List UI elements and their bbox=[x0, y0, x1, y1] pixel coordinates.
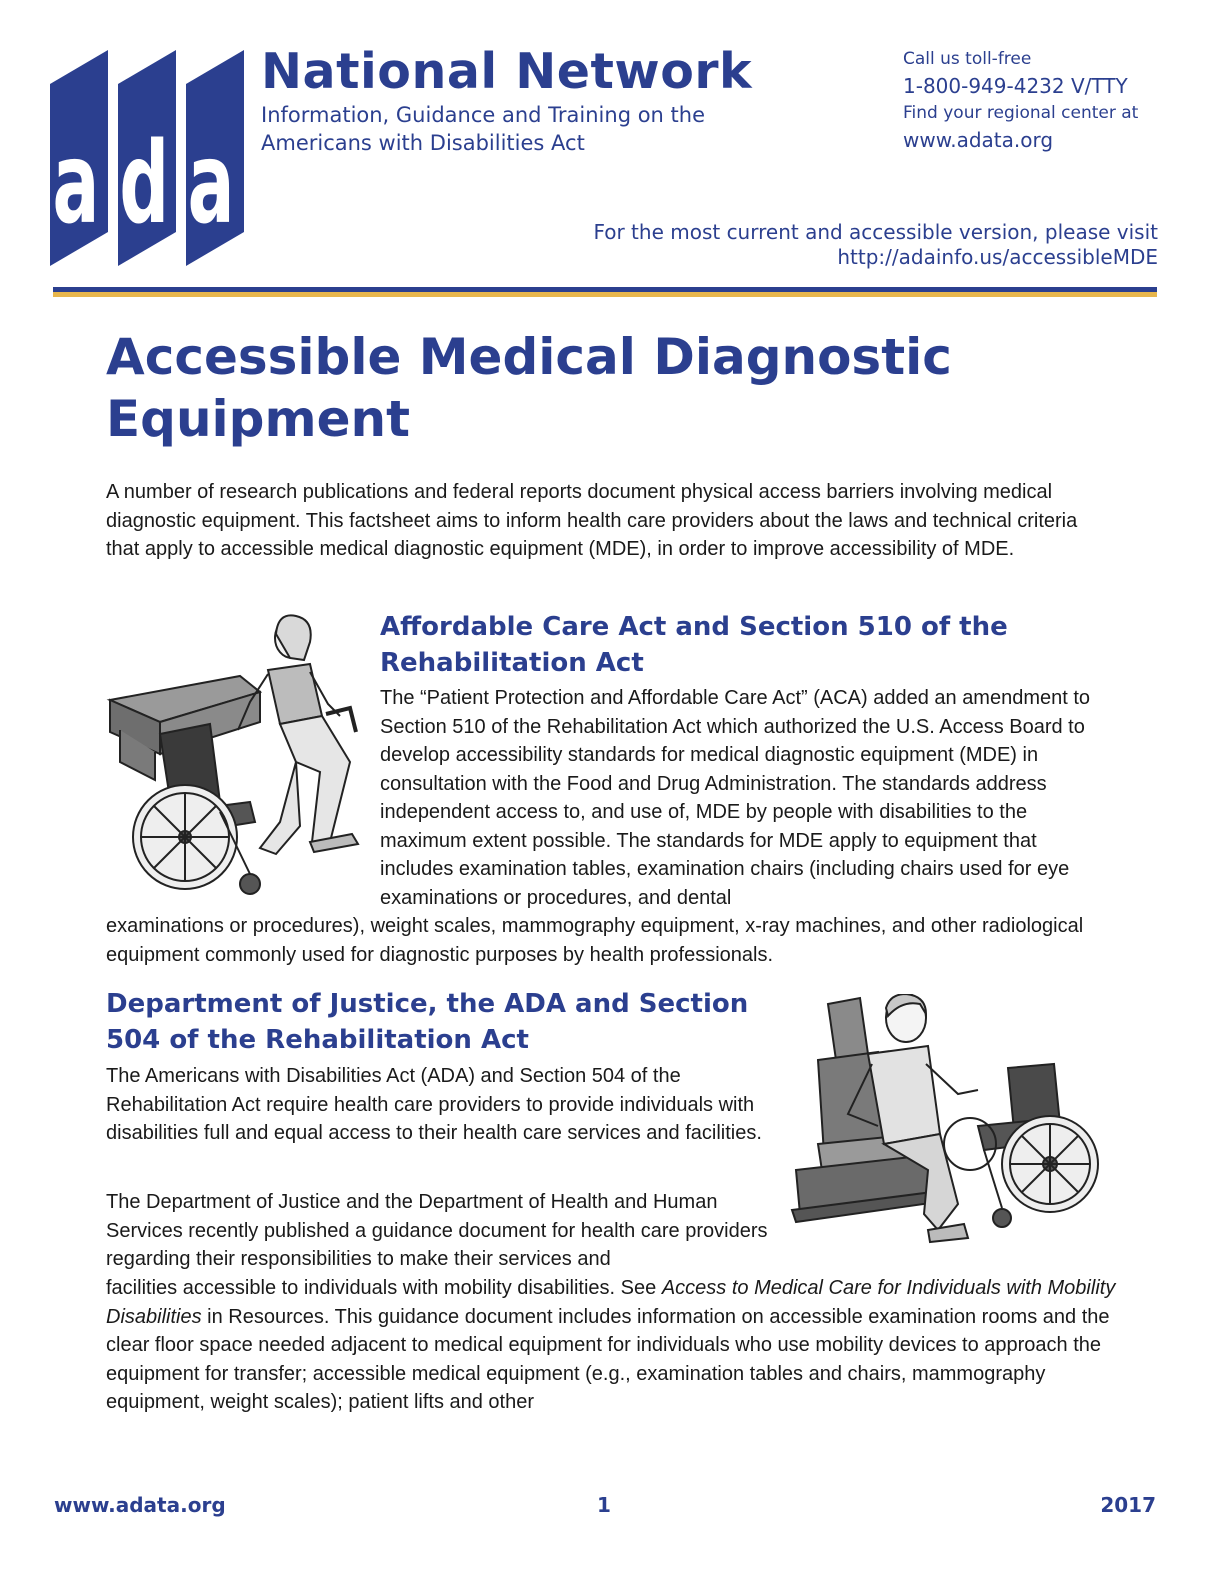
header-divider bbox=[53, 287, 1157, 297]
page-title: Accessible Medical Diagnostic Equipment bbox=[106, 328, 952, 448]
accessible-version-note bbox=[593, 220, 1158, 270]
section-aca-heading: Affordable Care Act and Section 510 of the Rehabilitation Act bbox=[380, 612, 1008, 678]
network-title: National Network bbox=[261, 43, 753, 100]
wheelchair-transfer-illustration bbox=[100, 612, 370, 904]
paragraph-text-end: in Resources. This guidance document includes information on accessible examination rooms and the clear floor space needed adjacent to medical equipment for individuals who use mobility devices to approach the equipment for transfer; accessible medical equipment (e.g., examination tables and chairs, mammography equipment, weight scales); patient lifts and other bbox=[106, 1305, 1110, 1413]
section-doj-heading: Department of Justice, the ADA and Section 504 of the Rehabilitation Act bbox=[106, 989, 749, 1055]
section-doj-paragraph-2-continued bbox=[106, 1274, 1116, 1417]
section-aca-body: The “Patient Protection and Affordable Care Act” (ACA) added an amendment to Section 510 of the Rehabilitation Act which authorized the U.S. Access Board to develop accessibility standards for medical diagnostic equipment (MDE) in consultation with the Food and Drug Administration. The standards address independent access to, and use of, MDE by people with disabilities to the maximum extent possible. The standards for MDE apply to equipment that includes examination tables, examination chairs (including chairs used for eye examinations or procedures, and dental bbox=[380, 687, 1091, 909]
logo-text: a d a bbox=[52, 118, 235, 249]
phone-number[interactable]: 1-800-949-4232 V/TTY bbox=[903, 74, 1128, 98]
section-doj-paragraph-1: The Americans with Disabilities Act (ADA) and Section 504 of the Rehabilitation Act require health care providers to provide individuals with disabilities full and equal access to their health care services and facilities. bbox=[106, 1065, 762, 1144]
subtitle-line-2: Americans with Disabilities Act bbox=[261, 131, 585, 155]
guidance-document-title: Access to Medical Care for Individuals with Mobility Disabilities bbox=[106, 1277, 1116, 1328]
intro-paragraph: A number of research publications and federal reports document physical access barriers involving medical diagnostic equipment. This factsheet aims to inform health care providers about the laws and technical criteria that apply to accessible medical diagnostic equipment (MDE), in order to improve accessibility of MDE. bbox=[106, 481, 1078, 560]
network-subtitle bbox=[261, 101, 705, 157]
subtitle-line-1: Information, Guidance and Training on the bbox=[261, 103, 705, 127]
find-label: Find your regional center at bbox=[903, 103, 1139, 123]
contact-block bbox=[903, 46, 1138, 154]
exam-chair-transfer-illustration bbox=[788, 994, 1110, 1254]
visit-line-1: For the most current and accessible version, please visit bbox=[593, 220, 1158, 244]
paragraph-text-start: facilities accessible to individuals with mobility disabilities. See bbox=[106, 1277, 662, 1299]
call-label: Call us toll-free bbox=[903, 49, 1032, 69]
footer-website[interactable]: www.adata.org bbox=[54, 1493, 226, 1517]
website-link[interactable]: www.adata.org bbox=[903, 128, 1054, 152]
ada-logo bbox=[50, 50, 248, 266]
section-doj-paragraph-2: The Department of Justice and the Department of Health and Human Services recently published a guidance document for health care providers regarding their responsibilities to make their services and bbox=[106, 1191, 768, 1270]
section-aca-body-continued: examinations or procedures), weight scales, mammography equipment, x-ray machines, and other radiological equipment commonly used for diagnostic purposes by health professionals. bbox=[106, 915, 1084, 966]
page-number: 1 bbox=[597, 1493, 611, 1517]
footer-year: 2017 bbox=[1100, 1493, 1156, 1517]
accessible-version-link[interactable]: http://adainfo.us/accessibleMDE bbox=[837, 245, 1158, 269]
